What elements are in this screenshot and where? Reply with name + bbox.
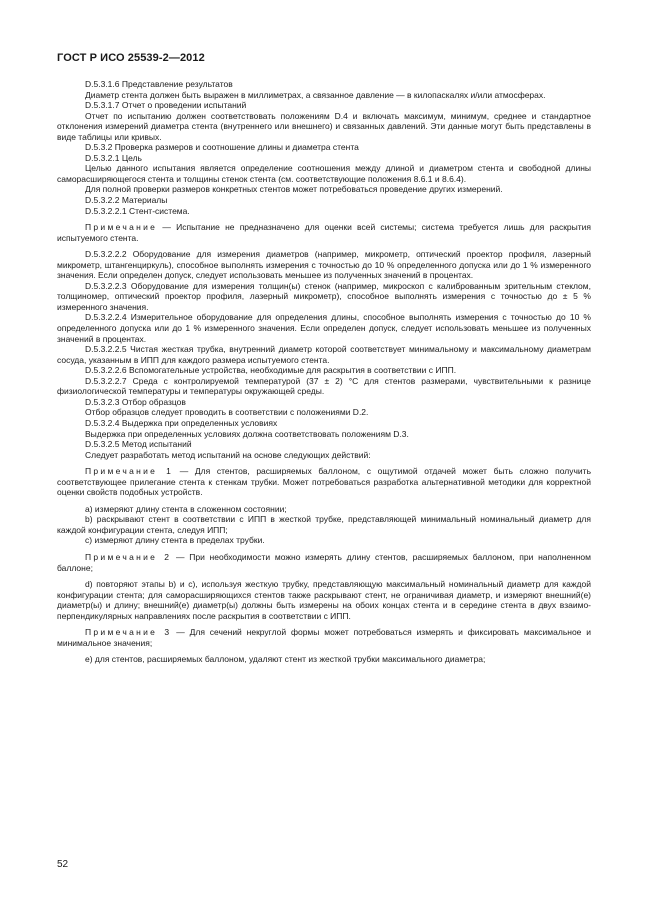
section-heading: D.5.3.2 Проверка размеров и соотношение длины и диаметра стента	[85, 142, 359, 153]
body-paragraph: Целью данного испытания является определение соотношения между длиной и диаметром стента и свободной длины саморасширяющегося стента и толщины стенок стента (см. соответствующие положения 8.6.1 и 8.6.4).	[57, 163, 591, 184]
note-text: — Испытание не предназначено для оценки всей системы; система требуется лишь для раскрытия испытуемого стента.	[57, 222, 591, 243]
note-label: Примечание 1	[85, 466, 174, 477]
note-label: Примечание	[85, 222, 158, 233]
body-paragraph: Диаметр стента должен быть выражен в миллиметрах, а связанное давление — в килопаскалях и/или атмосферах.	[85, 89, 546, 100]
note-text: — При необходимости можно измерять длину стентов, расширяемых баллоном, при наполненном баллоне;	[57, 551, 591, 573]
document-body	[57, 79, 591, 665]
note-text: — Для сечений некруглой формы может потребоваться измерять и фиксировать максимальное и минимальное значения;	[57, 627, 591, 648]
list-item: d) повторяют этапы b) и c), используя жесткую трубку, представляющую максимальный номинальный диаметр для каждой конфигурации стента; для саморасширяющихся стентов также раскрывают стент, не ограничивая диаметр, и измеряют внешний(е) диаметр(ы) и длину; внешний(е) диаметр(ы) должны быть измерены на обоих концах стента и в середине стента в двух взаимо-перпендикулярных направлениях после раскрытия в соответствии с ИПП.	[57, 579, 591, 621]
section-heading: D.5.3.2.3 Отбор образцов	[85, 396, 186, 407]
section-heading: D.5.3.2.5 Метод испытаний	[85, 439, 192, 450]
body-paragraph: D.5.3.2.2.4 Измерительное оборудование для определения длины, способное выполнять измерения с точностью до 10 % определенного допуска или до 1 % измеренного значения. Если определен допуск, следует использовать меньшее из полученных значений в процентах.	[57, 312, 591, 344]
body-paragraph: D.5.3.2.2.6 Вспомогательные устройства, необходимые для раскрытия в соответствии с ИПП.	[85, 365, 457, 376]
section-heading: D.5.3.2.4 Выдержка при определенных условиях	[85, 417, 278, 428]
body-paragraph: Выдержка при определенных условиях должна соответствовать положениям D.3.	[85, 428, 409, 439]
list-item: b) раскрывают стент в соответствии с ИПП в жесткой трубке, представляющей минимальный номинальный диаметр для каждой конфигурации стента, следуя ИПП;	[57, 514, 591, 535]
note-label: Примечание 2	[85, 551, 172, 562]
note-paragraph	[57, 627, 591, 648]
body-paragraph: D.5.3.2.2.2 Оборудование для измерения диаметров (например, микрометр, оптический проектор профиля, лазерный микрометр, штангенциркуль), способное выполнять измерения с точностью до 10 % определенного допуска или до 1 % измеренного значения. Если определен допуск, следует использовать меньшее из полученных значений в процентах.	[57, 249, 591, 281]
list-item: e) для стентов, расширяемых баллоном, удаляют стент из жесткой трубки максимального диаметра;	[85, 654, 486, 665]
body-paragraph: Отчет по испытанию должен соответствовать положениям D.4 и включать максимум, минимум, среднее и стандартное отклонения измерений диаметра стента (внутреннего или внешнего) и связанных давлений. Эти данные могут быть представлены в виде таблицы или кривых.	[57, 110, 591, 142]
body-paragraph: D.5.3.2.2.1 Стент-система.	[85, 205, 190, 216]
section-heading: D.5.3.2.1 Цель	[85, 152, 142, 163]
note-paragraph	[57, 222, 591, 243]
note-label: Примечание 3	[85, 627, 172, 638]
section-heading: D.5.3.1.6 Представление результатов	[85, 79, 233, 89]
section-heading: D.5.3.2.2 Материалы	[85, 195, 168, 206]
body-paragraph: D.5.3.2.2.3 Оборудование для измерения толщин(ы) стенок (например, микроскоп с калиброванным зрительным стеклом, толщиномер, оптический проектор профиля, лазерный микрометр), способное выполнять измерения с точностью до ± 5 % измеренного значения.	[57, 280, 591, 312]
list-item: c) измеряют длину стента в пределах трубки.	[85, 535, 265, 546]
section-heading: D.5.3.1.7 Отчет о проведении испытаний	[85, 100, 247, 111]
body-paragraph: Для полной проверки размеров конкретных стентов может потребоваться проведение других измерений.	[85, 184, 503, 195]
note-paragraph	[57, 552, 591, 573]
body-paragraph: D.5.3.2.2.5 Чистая жесткая трубка, внутренний диаметр которой соответствует минимальному и максимальному диаметрам сосуда, указанным в ИПП для каждого размера испытуемого стента.	[57, 344, 591, 365]
document-header: ГОСТ Р ИСО 25539-2—2012	[57, 52, 205, 64]
note-paragraph	[57, 466, 591, 498]
body-paragraph: Следует разработать метод испытаний на основе следующих действий:	[85, 449, 371, 460]
note-text: — Для стентов, расширяемых баллоном, с ощутимой отдачей может быть сложно получить соответствующее прилегание стента к стенкам трубки. Может потребоваться разработка альтернативной методики для корректной оценки свойств подобных устройств.	[57, 466, 591, 498]
page-number: 52	[57, 859, 69, 870]
body-paragraph: D.5.3.2.2.7 Среда с контролируемой температурой (37 ± 2) °С для стентов размерами, чувствительными к разнице физиологической температуры и температуры окружающей среды.	[57, 375, 591, 397]
list-item: a) измеряют длину стента в сложенном состоянии;	[85, 503, 287, 514]
body-paragraph: Отбор образцов следует проводить в соответствии с положениями D.2.	[85, 407, 369, 418]
